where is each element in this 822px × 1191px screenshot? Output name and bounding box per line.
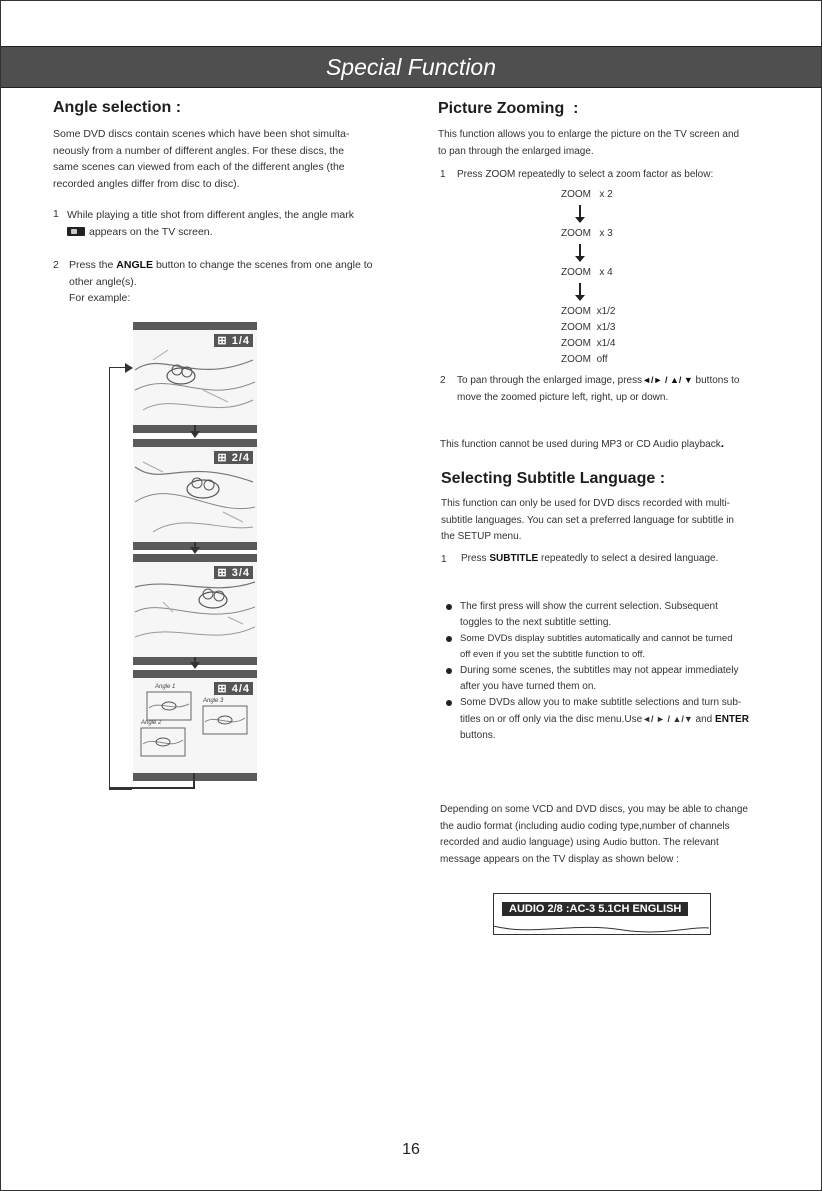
zoom-level: ZOOM off xyxy=(561,354,608,365)
zoom-level: ZOOM x 3 xyxy=(561,228,613,239)
bullet-icon xyxy=(446,604,452,610)
angle-loop-arrow xyxy=(125,363,133,373)
audio-paragraph: Depending on some VCD and DVD discs, you may be able to change the audio format (including audio coding type,number of channels recorded and audio language) using Audio button. The relevant message appears on the TV display as shown below : xyxy=(440,804,748,865)
angle-label-1: Angle 1 xyxy=(155,684,176,690)
zoom-level: ZOOM x1/4 xyxy=(561,338,616,349)
angle-osd-4: ⊞ 4/4 xyxy=(214,682,253,695)
angle-frame-1 xyxy=(133,322,257,433)
angle-loop-riser xyxy=(193,773,195,788)
angle-frame-3 xyxy=(133,554,257,665)
angle-osd-3: ⊞ 3/4 xyxy=(214,566,253,579)
zoom-level: ZOOM x1/3 xyxy=(561,322,616,333)
page-number: 16 xyxy=(402,1141,420,1158)
zoom-arrow xyxy=(561,281,631,304)
angle-osd-2: ⊞ 2/4 xyxy=(214,451,253,464)
subtitle-intro: This function can only be used for DVD discs recorded with multi- subtitle languages. You can set a preferred language for subtitle in the SETUP menu. xyxy=(441,498,734,542)
bullet-icon xyxy=(446,668,452,674)
subtitle-step1-number: 1 xyxy=(441,554,447,565)
angle-flow-arrow-3 xyxy=(194,657,196,664)
list-item: The first press will show the current selection. Subsequent toggles to the next subtitle setting. xyxy=(444,599,774,631)
zoom-level-list xyxy=(561,187,631,368)
zoom-intro: This function allows you to enlarge the picture on the TV screen and to pan through the enlarged image. xyxy=(438,129,740,157)
angle-heading: Angle selection : xyxy=(53,99,182,116)
zoom-step1-number: 1 xyxy=(440,169,446,180)
angle-frame-2 xyxy=(133,439,257,550)
zoom-level: ZOOM x 4 xyxy=(561,267,613,278)
list-item: Some DVDs display subtitles automatically and cannot be turned off even if you set the subtitle function to off. xyxy=(444,631,774,663)
zoom-heading: Picture Zooming : xyxy=(438,100,579,117)
list-item: Some DVDs allow you to make subtitle selections and turn sub- titles on or off only via the disc menu.Use◄/ ► / ▲/▼ and ENTER buttons. xyxy=(444,695,774,744)
zoom-step1: Press ZOOM repeatedly to select a zoom factor as below: xyxy=(457,169,714,180)
banner-title: Special Function xyxy=(325,54,497,80)
zoom-arrow xyxy=(561,242,631,265)
angle-step1-number: 1 xyxy=(53,208,59,220)
subtitle-heading: Selecting Subtitle Language : xyxy=(441,470,666,487)
zoom-step2-number: 2 xyxy=(440,375,446,386)
zoom-level: ZOOM x1/2 xyxy=(561,306,616,317)
torn-edge-icon xyxy=(493,924,709,936)
angle-frame-4 xyxy=(133,670,257,781)
angle-label-2: Angle 2 xyxy=(141,720,162,726)
zoom-arrow xyxy=(561,203,631,226)
angle-step2: Press the ANGLE button to change the scenes from one angle to other angle(s). For example: xyxy=(69,259,373,304)
angle-loop-bottom xyxy=(109,787,195,789)
direction-arrows-icon: ◄/ ► / ▲/▼ xyxy=(642,714,693,724)
subtitle-notes xyxy=(444,599,774,744)
angle-step2-number: 2 xyxy=(53,259,59,271)
zoom-note: This function cannot be used during MP3 or CD Audio playback. xyxy=(440,436,725,450)
angle-step1: While playing a title shot from different angles, the angle mark appears on the TV screen. xyxy=(67,209,354,238)
angle-label-3: Angle 3 xyxy=(203,698,224,704)
angle-flow-arrow-2 xyxy=(194,542,196,549)
zoom-level: ZOOM x 2 xyxy=(561,189,613,200)
bullet-icon xyxy=(446,700,452,706)
direction-arrows-icon: ◄/► / ▲/ ▼ xyxy=(642,375,693,385)
audio-osd-label: AUDIO 2/8 :AC-3 5.1CH ENGLISH xyxy=(502,902,688,916)
angle-mark-icon xyxy=(67,227,85,236)
angle-intro: Some DVD discs contain scenes which have been shot simulta- neously from a number of different angles. For these discs, the same scenes can viewed from each of the different angles (the recorded angles differ from disc to disc). xyxy=(53,128,350,190)
audio-display-sample xyxy=(493,893,711,935)
angle-loop-line xyxy=(109,367,132,790)
subtitle-step1: Press SUBTITLE repeatedly to select a desired language. xyxy=(461,553,719,564)
angle-osd-1: ⊞ 1/4 xyxy=(214,334,253,347)
bullet-icon xyxy=(446,636,452,642)
section-banner xyxy=(1,46,821,88)
list-item: During some scenes, the subtitles may not appear immediately after you have turned them on. xyxy=(444,663,774,695)
zoom-step2: To pan through the enlarged image, press◄/► / ▲/ ▼ buttons to move the zoomed picture left, right, up or down. xyxy=(457,375,740,403)
angle-flow-arrow-1 xyxy=(194,425,196,433)
